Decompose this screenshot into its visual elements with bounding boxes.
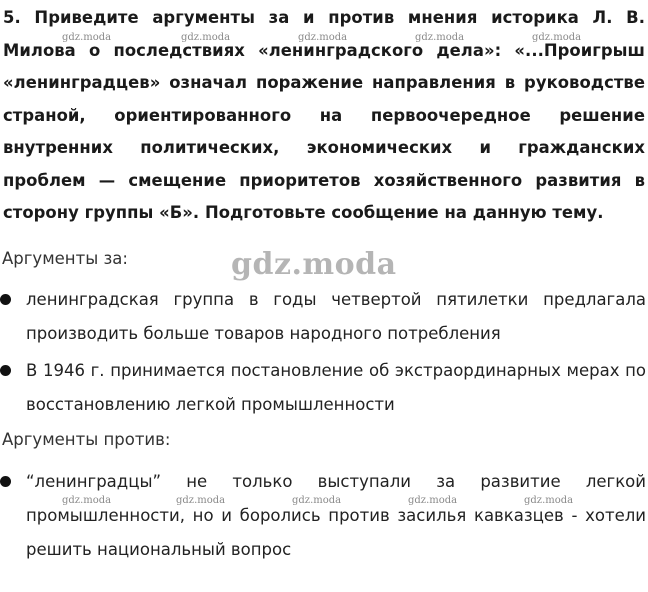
- watermark: gdz.moda: [181, 32, 231, 43]
- watermark-logo: gdz.moda: [231, 247, 397, 282]
- contra-heading: Аргументы против:: [2, 430, 171, 449]
- watermark: gdz.moda: [62, 495, 112, 506]
- watermark: gdz.moda: [298, 32, 348, 43]
- bullet-icon: [0, 365, 11, 376]
- list-item-text: ленинградская группа в годы четвертой пятилетки предлагала производить больше товаров народного потребления: [26, 290, 646, 343]
- watermark: gdz.moda: [62, 32, 112, 43]
- watermark: gdz.moda: [292, 495, 342, 506]
- watermark: gdz.moda: [524, 495, 574, 506]
- bullet-icon: [0, 294, 11, 305]
- list-item-text: В 1946 г. принимается постановление об экстраординарных мерах по восстановлению легкой промышленности: [26, 361, 646, 414]
- list-item: [26, 354, 646, 422]
- list-item: [26, 465, 646, 567]
- task-text: 5. Приведите аргументы за и против мнения историка Л. В. Милова о последствиях «ленинградского дела»: «...Проигрыш «ленинградцев» означал поражение направления в руководстве страной, ориентированного на первоочередное решение внутренних политических, экономических и гражданских проблем — смещение приоритетов хозяйственного развития в сторону группы «Б». Подготовьте сообщение на данную тему.: [3, 8, 645, 222]
- watermark: gdz.moda: [532, 32, 582, 43]
- list-item-text: “ленинградцы” не только выступали за развитие легкой промышленности, но и боролись против засилья кавказцев - хотели решить национальный вопрос: [26, 472, 646, 559]
- watermark: gdz.moda: [176, 495, 226, 506]
- bullet-icon: [0, 476, 11, 487]
- pro-heading: Аргументы за:: [2, 249, 128, 268]
- watermark: gdz.moda: [408, 495, 458, 506]
- watermark: gdz.moda: [415, 32, 465, 43]
- list-item: [26, 283, 646, 351]
